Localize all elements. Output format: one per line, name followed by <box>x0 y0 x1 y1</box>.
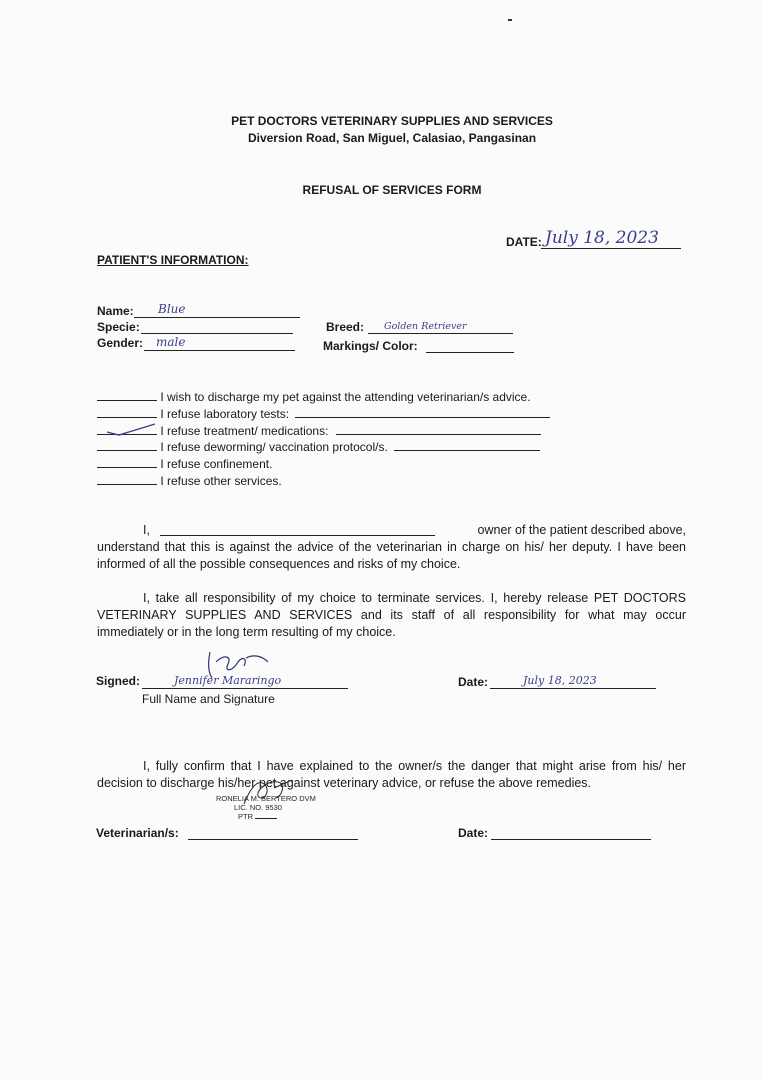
option-row-other <box>97 472 567 489</box>
specie-label: Specie: <box>97 320 140 334</box>
stamp-vet-name: RONELIA M. BERTERO DVM <box>216 794 316 803</box>
option-check-line[interactable] <box>97 388 157 401</box>
option-detail-line[interactable] <box>394 438 540 451</box>
breed-label: Breed: <box>326 320 365 334</box>
signature-name-handwritten: Jennifer Mararingo <box>174 674 282 687</box>
vet-signature-scribble-icon <box>238 774 298 810</box>
patient-section-title: PATIENT'S INFORMATION: <box>97 253 249 267</box>
stamp-license: LIC. NO. 9530 <box>234 803 282 812</box>
veterinarian-date-label: Date: <box>458 826 489 840</box>
option-row-deworming <box>97 438 567 455</box>
breed-handwritten: Golden Retriever <box>384 321 467 332</box>
option-text: I wish to discharge my pet against the attending veterinarian/s advice. <box>160 390 531 404</box>
option-check-line[interactable] <box>97 455 157 468</box>
option-row-laboratory <box>97 405 567 422</box>
scan-speck <box>508 19 512 21</box>
breed-field[interactable] <box>368 319 513 334</box>
owner-i-label: I, <box>143 523 150 537</box>
veterinarian-date-field[interactable] <box>491 825 651 840</box>
vet-confirmation: I, fully confirm that I have explained to the owner/s the danger that might arise from his/ her decision to discharge his/her pet against veterinary advice, or refuse the above remedies. <box>97 759 686 790</box>
name-label: Name: <box>97 304 134 318</box>
gender-label: Gender: <box>97 336 144 350</box>
date-label: DATE: <box>506 235 542 249</box>
name-field[interactable] <box>134 303 300 318</box>
gender-handwritten: male <box>156 335 186 349</box>
owner-line <box>97 522 686 539</box>
veterinarian-field[interactable] <box>188 825 358 840</box>
refusal-options <box>97 388 567 489</box>
option-check-line[interactable] <box>97 422 157 435</box>
option-text: I refuse other services. <box>160 473 282 488</box>
company-name: PET DOCTORS VETERINARY SUPPLIES AND SERVICES <box>231 114 553 128</box>
responsibility-statement: I, take all responsibility of my choice to terminate services. I, hereby release PET DOCTORS VETERINARY SUPPLIES AND SERVICES and its staff of all responsibility for what may occur immediately or in the long term resulting of my choice. <box>97 591 686 639</box>
signature-date-handwritten: July 18, 2023 <box>523 674 597 687</box>
markings-label: Markings/ Color: <box>323 339 418 353</box>
company-address: Diversion Road, San Miguel, Calasiao, Pangasinan <box>247 131 537 145</box>
form-title: REFUSAL OF SERVICES FORM <box>302 183 482 197</box>
signature-date-field[interactable] <box>490 674 656 689</box>
option-text: I refuse deworming/ vaccination protocol/s. <box>160 440 388 455</box>
signed-label: Signed: <box>96 674 140 688</box>
owner-name-field[interactable] <box>160 522 435 536</box>
option-text: I refuse treatment/ medications: <box>160 423 329 438</box>
option-check-line[interactable] <box>97 472 157 485</box>
option-text: I refuse confinement. <box>160 457 273 472</box>
gender-field[interactable] <box>144 336 295 351</box>
date-handwritten: July 18, 2023 <box>545 228 659 248</box>
vet-stamp <box>216 794 326 821</box>
option-text: I refuse laboratory tests: <box>160 406 290 421</box>
option-row-confinement <box>97 455 567 472</box>
date-field[interactable] <box>541 226 681 249</box>
markings-field[interactable] <box>426 338 514 353</box>
option-detail-line[interactable] <box>336 422 541 435</box>
option-check-line[interactable] <box>97 438 157 451</box>
name-handwritten: Blue <box>158 302 186 316</box>
signature-caption: Full Name and Signature <box>142 692 275 706</box>
owner-text: owner of the patient described above, <box>477 523 686 537</box>
stamp-ptr: PTR <box>216 812 326 821</box>
option-row-treatment <box>97 422 567 439</box>
veterinarian-label: Veterinarian/s: <box>96 826 179 840</box>
signature-field[interactable] <box>142 674 348 689</box>
signature-scribble-icon <box>202 648 272 684</box>
check-mark-icon <box>105 422 157 436</box>
option-row-discharge <box>97 388 567 405</box>
option-check-line[interactable] <box>97 405 157 418</box>
specie-field[interactable] <box>141 319 293 334</box>
signature-date-label: Date: <box>458 675 489 689</box>
option-detail-line[interactable] <box>295 405 550 418</box>
owner-statement-body: understand that this is against the advice of the veterinarian in charge on his/ her deputy. I have been informed of all the possible consequences and risks of my choice. <box>97 540 686 571</box>
owner-statement <box>97 522 686 573</box>
